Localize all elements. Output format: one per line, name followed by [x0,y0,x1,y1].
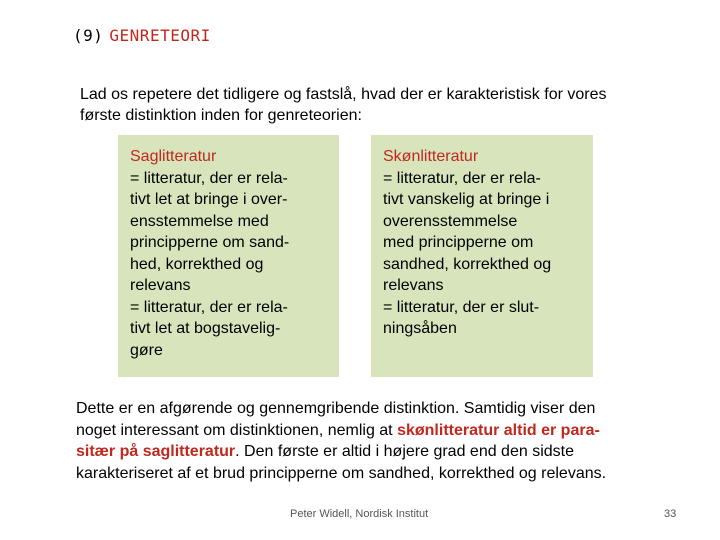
box-line: = litteratur, der er slut- [383,298,540,316]
box-line: ningsåben [383,320,457,337]
box-line: relevans [130,277,191,294]
conclusion-line: . Den første er altid i højere grad end den sidste [235,443,574,460]
intro-line: Lad os repetere det tidligere og fastslå, hvad der er karakteristisk for vores [80,86,607,103]
box-line: relevans [383,277,444,294]
intro-line: første distinktion inden for genreteorien: [80,107,362,124]
highlight-text: skønlitteratur altid er para- [397,421,600,439]
conclusion-line: noget interessant om distinktionen, nemlig at [76,421,398,439]
box-line: gøre [130,341,163,359]
conclusion-line: karakteriseret af et brud principperne om sandhed, korrekthed og relevans. [76,464,607,482]
highlight-text: sitær på saglitteratur [76,443,236,460]
box-line: principperne om sand- [130,234,290,251]
saglitteratur-box [118,135,339,377]
heading-title: GENRETEORI [109,26,211,45]
intro-text [80,84,690,126]
page-number: 33 [664,508,677,520]
conclusion-text [76,398,686,484]
box-line: tivt vanskelig at bringe i [383,191,550,208]
box-line: tivt let at bogstavelig- [130,320,281,337]
conclusion-line: Dette er en afgørende og gennemgribende distinktion. Samtidig viser den [76,400,596,417]
box-line: = litteratur, der er rela- [130,169,288,187]
box-title: Saglitteratur [130,148,217,165]
box-line: hed, korrekthed og [130,255,264,273]
slide-heading [73,26,211,45]
box-line: overensstemmelse [383,212,518,230]
box-line: med principperne om [383,234,534,251]
box-line: sandhed, korrekthed og [383,255,552,273]
footer-author: Peter Widell, Nordisk Institut [290,508,429,520]
box-line: = litteratur, der er rela- [383,169,541,187]
box-line: tivt let at bringe i over- [130,191,288,208]
heading-number: (9) [73,26,104,45]
box-line: ensstemmelse med [130,212,269,230]
box-title: Skønlitteratur [383,148,479,165]
box-line: = litteratur, der er rela- [130,298,288,316]
skonlitteratur-box [371,135,593,377]
